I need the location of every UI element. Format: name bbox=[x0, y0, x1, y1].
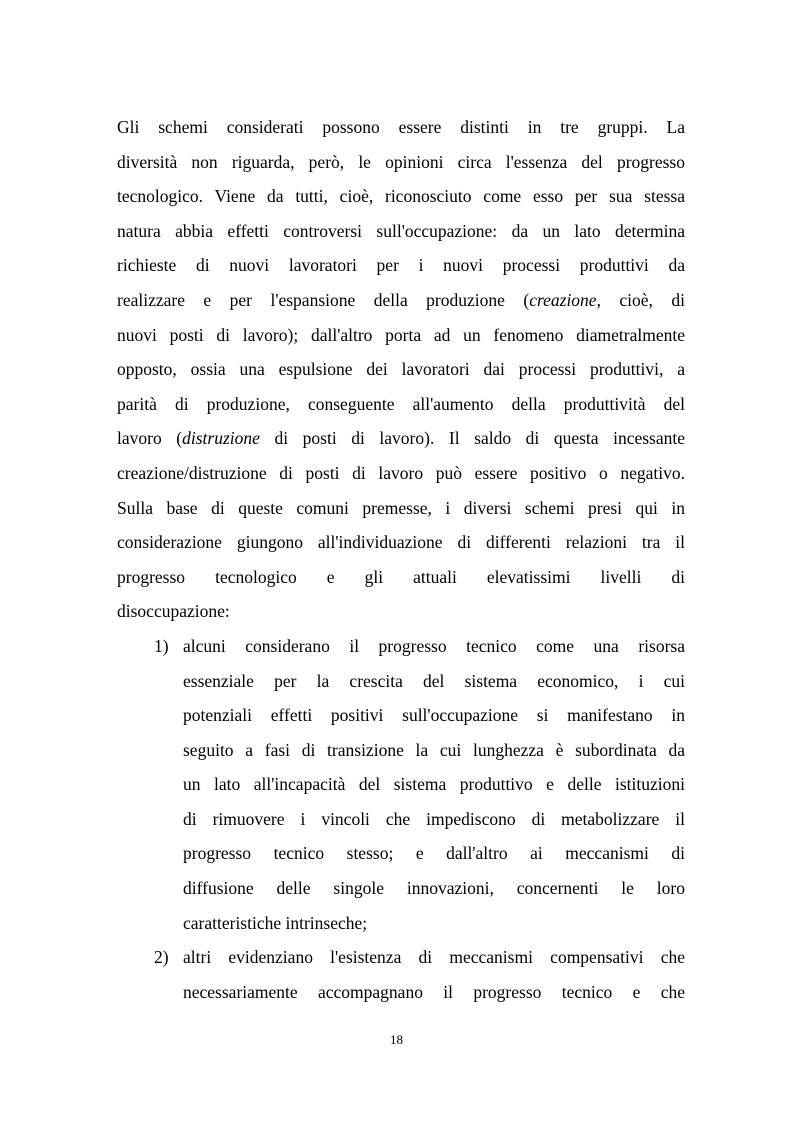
paragraph-line: creazione/distruzione di posti di lavoro può essere positivo o negativo. bbox=[117, 462, 685, 483]
text-run: di posti di lavoro). Il saldo di questa incessante bbox=[259, 428, 685, 449]
paragraph-line bbox=[117, 421, 685, 456]
list-item-line: un lato all'incapacità del sistema produttivo e delle istituzioni bbox=[183, 774, 685, 795]
body-text bbox=[117, 110, 685, 1009]
paragraph-line: natura abbia effetti controversi sull'occupazione: da un lato determina bbox=[117, 220, 685, 241]
list-item-text: alcuni considerano il progresso tecnico come una risorsa bbox=[183, 635, 685, 656]
text-run: realizzare e per l'espansione della produzione ( bbox=[117, 289, 530, 310]
list-item-line: seguito a fasi di transizione la cui lunghezza è subordinata da bbox=[183, 739, 685, 760]
emphasis-creazione: creazione bbox=[529, 289, 597, 310]
paragraph-line: Gli schemi considerati possono essere distinti in tre gruppi. La bbox=[117, 117, 685, 137]
paragraph-line bbox=[117, 283, 685, 318]
paragraph-line: richieste di nuovi lavoratori per i nuovi processi produttivi da bbox=[117, 255, 685, 276]
list-item-line: necessariamente accompagnano il progresso tecnico e che bbox=[183, 981, 685, 1002]
paragraph-line: progresso tecnologico e gli attuali elevatissimi livelli di bbox=[117, 566, 685, 587]
page-number: 18 bbox=[390, 1032, 403, 1047]
paragraph-line: nuovi posti di lavoro); dall'altro porta ad un fenomeno diametralmente bbox=[117, 324, 685, 345]
text-run: , cioè, di bbox=[596, 289, 685, 310]
paragraph-line: Sulla base di queste comuni premesse, i diversi schemi presi qui in bbox=[117, 497, 685, 518]
paragraph-line: disoccupazione: bbox=[117, 601, 230, 622]
list-item-2 bbox=[117, 940, 685, 1009]
list-item-line bbox=[117, 940, 685, 975]
list-item-text: altri evidenziano l'esistenza di meccanismi compensativi che bbox=[183, 947, 685, 968]
list-item-1 bbox=[117, 629, 685, 940]
list-item-line: diffusione delle singole innovazioni, concernenti le loro bbox=[183, 878, 685, 899]
text-run: lavoro ( bbox=[117, 428, 183, 449]
paragraph-line: diversità non riguarda, però, le opinioni circa l'essenza del progresso bbox=[117, 151, 685, 172]
list-number: 1) bbox=[154, 635, 169, 656]
list-item-line: progresso tecnico stesso; e dall'altro ai meccanismi di bbox=[183, 843, 685, 864]
list-item-line: potenziali effetti positivi sull'occupazione si manifestano in bbox=[183, 705, 685, 726]
paragraph-line: opposto, ossia una espulsione dei lavoratori dai processi produttivi, a bbox=[117, 359, 685, 380]
list-number: 2) bbox=[154, 947, 169, 968]
emphasis-distruzione: distruzione bbox=[182, 428, 260, 449]
list-item-line: di rimuovere i vincoli che impediscono di metabolizzare il bbox=[183, 808, 685, 829]
paragraph-line: parità di produzione, conseguente all'aumento della produttività del bbox=[117, 393, 685, 414]
paragraph-line: tecnologico. Viene da tutti, cioè, riconosciuto come esso per sua stessa bbox=[117, 186, 685, 207]
list-item-line bbox=[117, 629, 685, 664]
list-item-line: caratteristiche intrinseche; bbox=[183, 912, 368, 933]
list-item-line: essenziale per la crescita del sistema economico, i cui bbox=[183, 670, 685, 691]
paragraph-line: considerazione giungono all'individuazione di differenti relazioni tra il bbox=[117, 532, 685, 553]
